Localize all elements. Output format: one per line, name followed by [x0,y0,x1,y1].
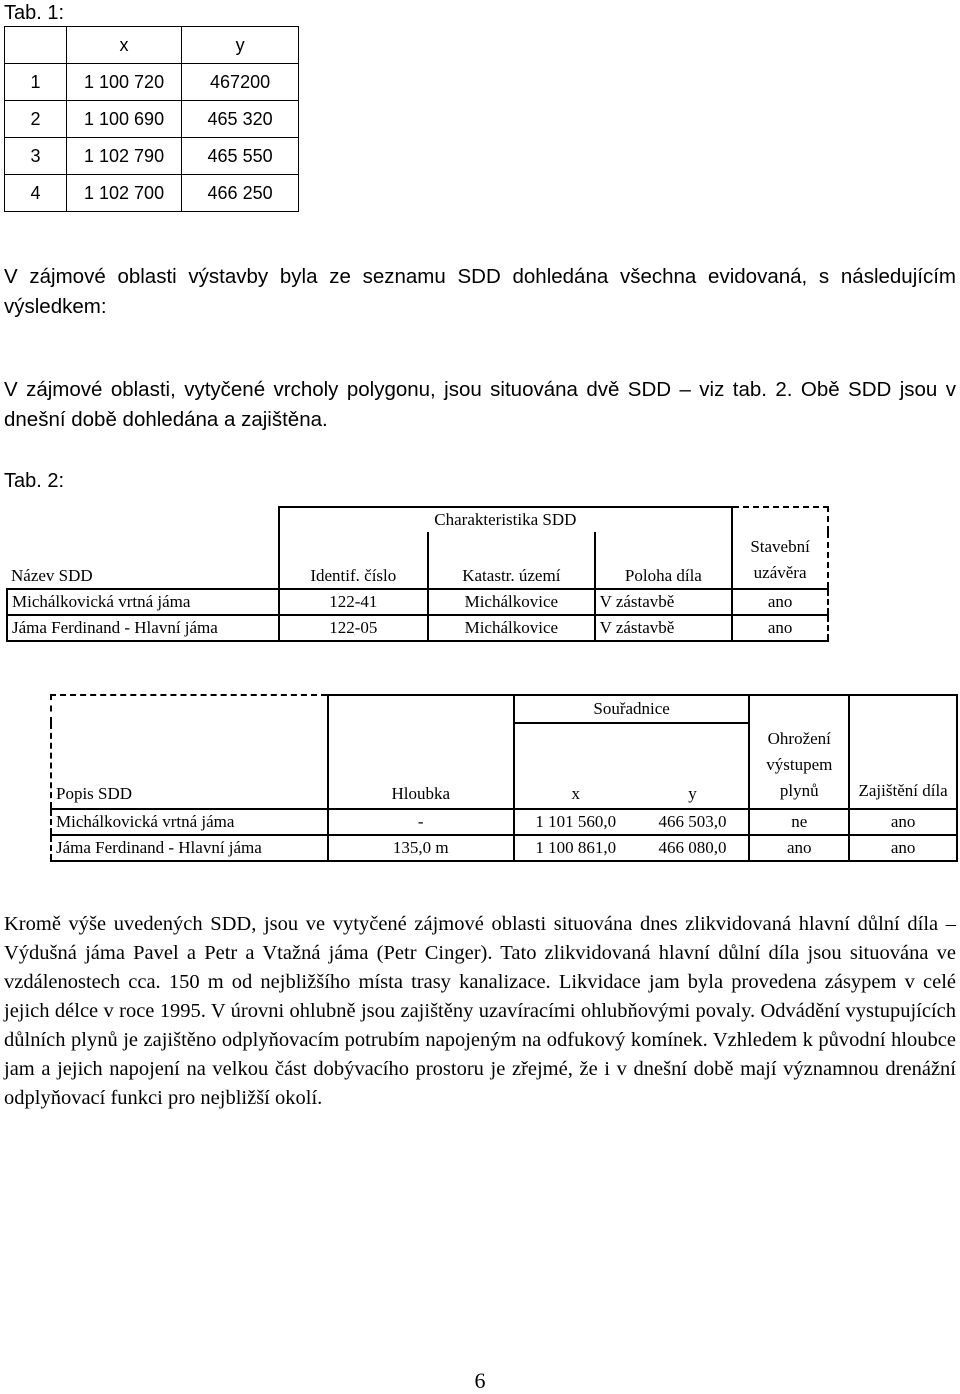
table-cell: 4 [5,175,67,212]
paragraph-intro: V zájmové oblasti výstavby byla ze seznamu SDD dohledána všechna evidovaná, s následujícím výsledkem: [4,265,956,318]
table-group-header-row [7,507,828,532]
table-cell: 2 [5,101,67,138]
table-cell: 1 102 790 [66,138,181,175]
table-cell: 465 550 [182,138,299,175]
table-cell: Jáma Ferdinand - Hlavní jáma [7,615,279,641]
table-header-cell [5,27,67,64]
table-header-cell [595,532,733,589]
table-row [51,809,957,835]
table-header-row [51,723,957,809]
table-cell: Jáma Ferdinand - Hlavní jáma [51,835,328,861]
table-header-cell: Popis SDD [51,723,328,809]
table-cell: 1 100 720 [66,64,181,101]
table-row [51,835,957,861]
table-cell: 1 100 690 [66,101,181,138]
table-header-cell: Katastr. území [428,532,595,589]
table-group-header-row [51,695,957,723]
table-header-cell: Identif. číslo [279,532,429,589]
table-cell: ano [749,835,849,861]
table-cell: 122-05 [279,615,429,641]
sdd-characteristics-table [6,506,829,642]
table-cell: 466 080,0 [637,835,750,861]
table-row [5,64,299,101]
table-cell: ne [749,809,849,835]
page-number: 6 [474,1368,486,1393]
table-header-cell: Ohrožení výstupem plynů [749,723,849,809]
table-cell: ano [849,835,957,861]
table-cell: 466 250 [182,175,299,212]
table-cell: 135,0 m [328,835,514,861]
table-header-cell: y [182,27,299,64]
table-header-cell: y [637,723,750,809]
table-2-caption: Tab. 2: [4,470,65,492]
paragraph-sdd-summary: V zájmové oblasti, vytyčené vrcholy polygonu, jsou situována dvě SDD – viz tab. 2. Obě SDD jsou v dnešní době dohledána a zajištěna. [4,378,956,431]
table-header-cell: Hloubka [328,723,514,809]
table-cell: ano [849,809,957,835]
table-cell: 122-41 [279,589,429,615]
header-label: Poloha díla [624,566,702,585]
table-cell: V zástavbě [595,589,733,615]
table-header-row [7,532,828,589]
table-header-cell: Název SDD [7,532,279,589]
table-cell: Michálkovice [428,589,595,615]
paragraph-liquidated-shafts: Kromě výše uvedených SDD, jsou ve vytyčené zájmové oblasti situována dnes zlikvidovaná hlavní důlní díla – Výdušná jáma Pavel a Petr a Vtažná jáma (Petr Cinger). Tato zlikvidovaná hlavní důlní díla jsou situována ve vzdálenostech cca. 150 m od nejbližšího místa trasy kanalizace. Likvidace jam byla provedena zásypem v celé jejich délce v roce 1995. V úrovni ohlubně jsou zajištěny uzavíracími ohlubňovými povaly. Odvádění vystupujících důlních plynů je zajištěno odplyňovacím potrubím napojeným na odfukový komínek. Vzhledem k původní hloubce jam a jejich napojení na velkou část dobývacího prostoru je zřejmé, že i v dnešní době mají významnou drenážní odplyňovací funkci pro nejbližší okolí. [4,913,956,1109]
table-header-cell: x [66,27,181,64]
table-cell: 1 101 560,0 [514,809,637,835]
table-row [5,175,299,212]
table-cell: 1 100 861,0 [514,835,637,861]
group-header-coordinates: Souřadnice [514,695,750,723]
table-header-cell: Zajištění díla [849,723,957,809]
table-header-cell: x [514,723,637,809]
table-cell: - [328,809,514,835]
table-header-cell: Stavební uzávěra [732,532,828,589]
table-cell: 466 503,0 [637,809,750,835]
table-row [7,615,828,641]
table-row [7,589,828,615]
table-cell: 467200 [182,64,299,101]
coordinates-table [4,26,299,212]
table-1-caption: Tab. 1: [4,2,65,24]
table-cell: Michálkovice [428,615,595,641]
table-header-row [5,27,299,64]
table-row [5,138,299,175]
table-cell: V zástavbě [595,615,733,641]
group-header-characteristics: Charakteristika SDD [279,507,733,532]
sdd-coordinates-table [50,694,958,862]
table-cell: 1 102 700 [66,175,181,212]
table-cell: 1 [5,64,67,101]
table-cell: 465 320 [182,101,299,138]
table-row [5,101,299,138]
table-cell: ano [732,615,828,641]
table-cell: 3 [5,138,67,175]
table-cell: Michálkovická vrtná jáma [51,809,328,835]
table-cell: Michálkovická vrtná jáma [7,589,279,615]
table-cell: ano [732,589,828,615]
